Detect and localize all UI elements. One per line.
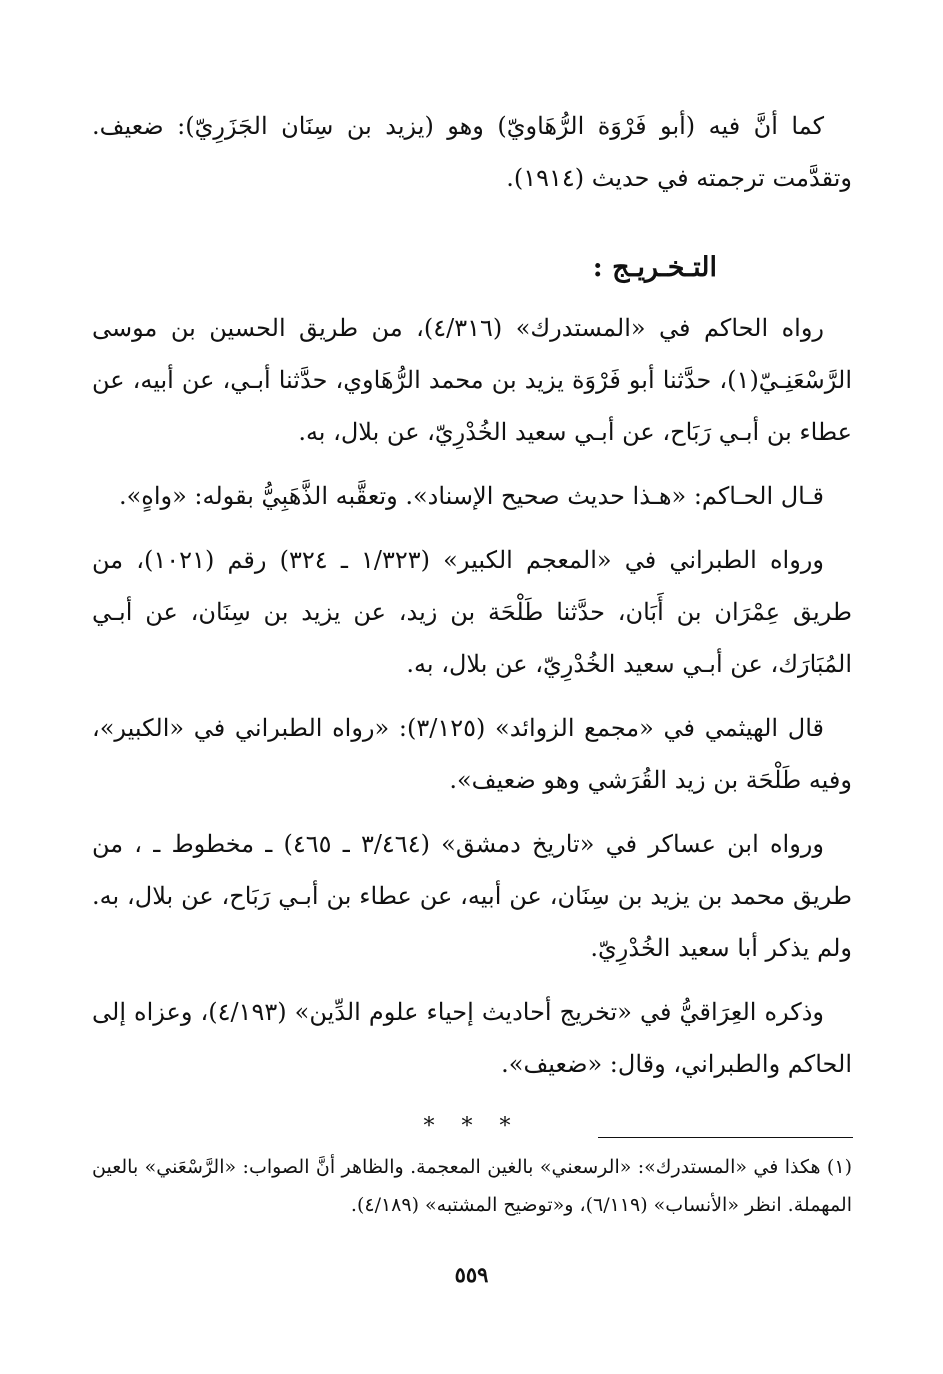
paragraph-tabarani: ورواه الطبراني في «المعجم الكبير» (١/٣٢٣ ـ ٣٢٤) رقم (١٠٢١)، من طريق عِمْرَان بن أَبَان، حدَّثنا طَلْحَة بن زيد، عن يزيد بن سِنَان، عن أبـي المُبَارَك، عن أبـي سعيد الخُدْرِيّ، عن بلال، به. [92,546,852,678]
paragraph-ibn-asakir: ورواه ابن عساكر في «تاريخ دمشق» (٣/٤٦٤ ـ ٤٦٥) ـ مخطوط ـ ، من طريق محمد بن يزيد بن سِنَان، عن أبيه، عن عطاء بن أبـي رَبَاح، عن بلال، به. ولم يذكر أبا سعيد الخُدْرِيّ. [92,830,853,962]
main-text [92,100,852,1142]
paragraph-iraqi: وذكره العِرَاقيُّ في «تخريج أحاديث إحياء علوم الدِّين» (٤/١٩٣)، وعزاه إلى الحاكم والطبراني، وقال: «ضعيف». [92,998,852,1078]
page-number: ٥٥٩ [454,1262,489,1287]
paragraph-hakim: رواه الحاكم في «المستدرك» (٤/٣١٦)، من طريق الحسين بن موسى الرَّسْعَنِـيّ(١)، حدَّثنا أبو فَرْوَة يزيد بن محمد الرُّهَاوي، حدَّثنا أبـي، عن أبيه، عن عطاء بن أبـي رَبَاح، عن أبـي سعيد الخُدْرِيّ، عن بلال، به. [92,314,852,446]
section-heading: التـخـريـج : [592,252,717,283]
footnote: (١) هكذا في «المستدرك»: «الرسعني» بالغين المعجمة. والظاهر أنَّ الصواب: «الرَّسْعَني» بالعين المهملة. انظر «الأنساب» (٦/١١٩)، و«توضيح المشتبه» (٤/١٨٩). [92,1156,852,1216]
intro-paragraph: كما أنَّ فيه (أبو فَرْوَة الرُّهَاويّ) وهو (يزيد بن سِنَان الجَزَرِيّ): ضعيف. وتقدَّمت ترجمته في حديث (١٩١٤). [92,112,852,192]
footnote-divider [598,1137,853,1138]
paragraph-hakim-comment: قـال الحـاكم: «هـذا حديث صحيح الإسناد». وتعقَّبه الذَّهَبِيُّ بقوله: «واهٍ». [118,482,824,510]
section-separator: * * * [423,1114,521,1139]
paragraph-haythami: قال الهيثمي في «مجمع الزوائد» (٣/١٢٥): «رواه الطبراني في «الكبير»، وفيه طَلْحَة بن زيد القُرَشي وهو ضعيف». [92,714,852,794]
